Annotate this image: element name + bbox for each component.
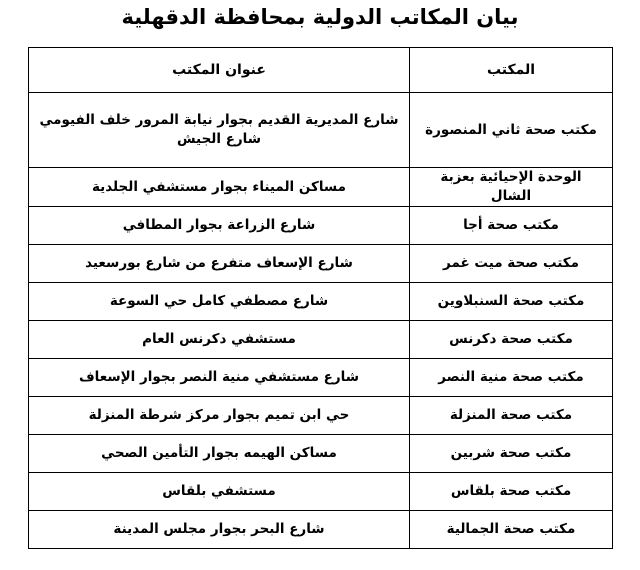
office-cell: مكتب صحة أجا <box>410 207 613 245</box>
address-column-header: عنوان المكتب <box>29 48 410 93</box>
address-cell: شارع مصطفي كامل حي السوعة <box>29 283 410 321</box>
address-cell: مستشفي دكرنس العام <box>29 321 410 359</box>
office-cell: مكتب صحة ثاني المنصورة <box>410 93 613 168</box>
office-cell: مكتب صحة بلقاس <box>410 473 613 511</box>
table-row <box>29 207 613 245</box>
table-row <box>29 245 613 283</box>
offices-table <box>28 47 613 549</box>
office-cell: مكتب صحة شربين <box>410 435 613 473</box>
table-header-row <box>29 48 613 93</box>
table-row <box>29 397 613 435</box>
address-cell: شارع مستشفي منية النصر بجوار الإسعاف <box>29 359 410 397</box>
table-row <box>29 359 613 397</box>
address-cell: مساكن الميناء بجوار مستشفي الجلدية <box>29 168 410 207</box>
office-column-header: المكتب <box>410 48 613 93</box>
table-row <box>29 283 613 321</box>
table-row <box>29 93 613 168</box>
office-cell: مكتب صحة المنزلة <box>410 397 613 435</box>
office-cell: مكتب صحة السنبلاوين <box>410 283 613 321</box>
table-row <box>29 435 613 473</box>
address-cell: حي ابن تميم بجوار مركز شرطة المنزلة <box>29 397 410 435</box>
office-cell: مكتب صحة ميت غمر <box>410 245 613 283</box>
table-row <box>29 321 613 359</box>
address-cell: شارع البحر بجوار مجلس المدينة <box>29 511 410 549</box>
address-cell: شارع المديرية القديم بجوار نيابة المرور خلف الفيومي شارع الجيش <box>29 93 410 168</box>
office-cell: الوحدة الإحيائية بعزبة الشال <box>410 168 613 207</box>
table-row <box>29 168 613 207</box>
address-cell: شارع الزراعة بجوار المطافي <box>29 207 410 245</box>
address-cell: مستشفي بلقاس <box>29 473 410 511</box>
address-cell: شارع الإسعاف متفرع من شارع بورسعيد <box>29 245 410 283</box>
page-title: بيان المكاتب الدولية بمحافظة الدقهلية <box>121 5 519 29</box>
office-cell: مكتب صحة منية النصر <box>410 359 613 397</box>
table-row <box>29 473 613 511</box>
office-cell: مكتب صحة دكرنس <box>410 321 613 359</box>
office-cell: مكتب صحة الجمالية <box>410 511 613 549</box>
address-cell: مساكن الهيمه بجوار التأمين الصحي <box>29 435 410 473</box>
table-row <box>29 511 613 549</box>
